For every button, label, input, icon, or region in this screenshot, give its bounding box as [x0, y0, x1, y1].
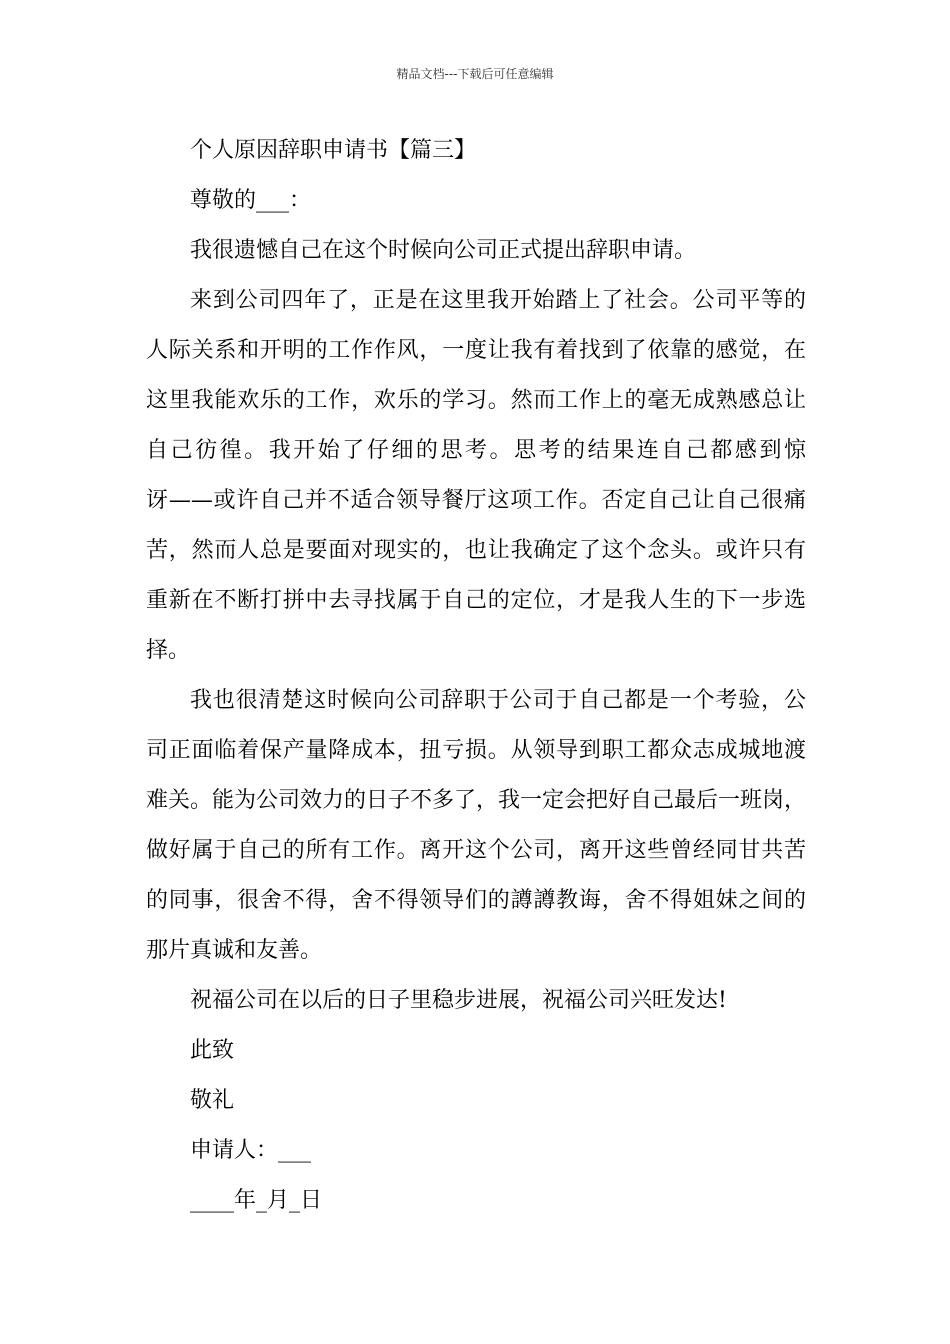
paragraph-1-line: 自己彷徨。我开始了仔细的思考。思考的结果连自己都感到惊 [146, 438, 806, 463]
paragraph-1-line: 来到公司四年了，正是在这里我开始踏上了社会。公司平等的 [190, 288, 806, 313]
applicant-line: 申请人：___ [190, 1138, 312, 1163]
salutation: 尊敬的___： [190, 188, 312, 213]
paragraph-2-line: 的同事，很舍不得，舍不得领导们的譐譐教诲，舍不得姐妹之间的 [146, 888, 806, 913]
paragraph-2-line: 难关。能为公司效力的日子不多了，我一定会把好自己最后一班岗， [146, 788, 807, 813]
letter-title: 个人原因辞职申请书【篇三】 [190, 138, 477, 163]
paragraph-2-line: 做好属于自己的所有工作。离开这个公司，离开这些曾经同甘共苦 [146, 838, 806, 863]
paragraph-1-line: 人际关系和开明的工作作风，一度让我有着找到了依靠的感觉，在 [146, 338, 806, 363]
page-header-watermark: 精品文档---下载后可任意编辑 [396, 67, 554, 81]
paragraph-1-line: 择。 [146, 638, 191, 663]
closing-respect: 敬礼 [190, 1088, 235, 1113]
paragraph-1-line: 苦，然而人总是要面对现实的，也让我确定了这个念头。或许只有 [146, 538, 806, 563]
paragraph-1-line: 重新在不断打拼中去寻找属于自己的定位，才是我人生的下一步选 [146, 588, 806, 613]
date-line: ____年_月_日 [190, 1188, 323, 1213]
paragraph-1-line: 讶——或许自己并不适合领导餐厅这项工作。否定自己让自己很痛 [146, 488, 806, 513]
intro-line: 我很遗憾自己在这个时候向公司正式提出辞职申请。 [190, 238, 697, 263]
paragraph-2-line: 我也很清楚这时候向公司辞职于公司于自己都是一个考验，公 [190, 688, 806, 713]
paragraph-2 [146, 676, 806, 976]
paragraph-2-line: 司正面临着保产量降成本，扭亏损。从领导到职工都众志成城地渡 [146, 738, 806, 763]
paragraph-1 [146, 276, 806, 676]
letter-body [146, 126, 806, 1226]
closing-phrase: 此致 [190, 1038, 235, 1063]
paragraph-2-line: 那片真诚和友善。 [146, 938, 323, 963]
blessing-line: 祝福公司在以后的日子里稳步进展，祝福公司兴旺发达! [190, 988, 727, 1013]
paragraph-1-line: 这里我能欢乐的工作，欢乐的学习。然而工作上的毫无成熟感总让 [146, 388, 806, 413]
